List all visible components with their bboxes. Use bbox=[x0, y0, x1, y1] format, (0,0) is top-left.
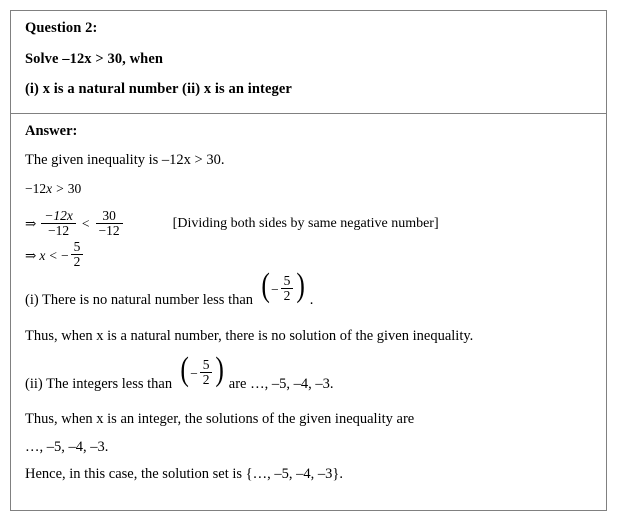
step1-variable: x bbox=[46, 180, 53, 196]
answer-label: Answer: bbox=[25, 123, 78, 139]
step2-right-denominator: −12 bbox=[98, 222, 120, 238]
question-statement: Solve –12x > 30, when bbox=[25, 50, 164, 67]
part-ii-fraction-sign: − bbox=[190, 365, 198, 381]
part-i-prefix: (i) There is no natural number less than bbox=[25, 292, 254, 309]
part-i-fraction-body bbox=[281, 274, 294, 303]
step2-right-numerator: 30 bbox=[96, 209, 123, 224]
part-ii-conclusion-line-1: Thus, when x is an integer, the solutions of the given inequality are bbox=[25, 411, 415, 428]
part-i-fraction-sign: − bbox=[271, 282, 279, 298]
part-i-numerator: 5 bbox=[281, 274, 294, 289]
part-ii-prefix: (ii) The integers less than bbox=[25, 376, 173, 393]
step1-rhs: 30 bbox=[67, 180, 82, 196]
math-step-3 bbox=[25, 238, 592, 270]
part-ii-denominator: 2 bbox=[202, 372, 210, 388]
worksheet-card bbox=[10, 10, 607, 511]
question-label: Question 2: bbox=[25, 20, 98, 36]
part-i-fraction: (− $\frac{5}{2}$ ) bbox=[261, 267, 306, 305]
step3-numerator: 5 bbox=[71, 240, 84, 255]
question-parts: (i) x is a natural number (ii) x is an integer bbox=[25, 81, 292, 97]
step2-implies-arrow: ⇒ bbox=[25, 216, 37, 232]
step2-left-fraction bbox=[41, 209, 76, 238]
step3-relation: < bbox=[49, 247, 57, 263]
spacer bbox=[25, 272, 592, 286]
part-ii-suffix: are …, –5, –4, –3. bbox=[228, 376, 334, 393]
step3-denominator: 2 bbox=[73, 254, 81, 270]
part-ii-fraction-body bbox=[200, 358, 213, 387]
part-i-denominator: 2 bbox=[283, 288, 291, 304]
part-ii-numerator: 5 bbox=[200, 358, 213, 373]
answer-intro: The given inequality is –12x > 30. bbox=[25, 152, 225, 168]
step2-left-denominator: −12 bbox=[48, 222, 70, 238]
step3-sign: − bbox=[60, 247, 69, 263]
step1-lhs-coefficient: −12 bbox=[25, 180, 47, 196]
step1-relation: > bbox=[56, 180, 64, 196]
step3-variable: x bbox=[39, 247, 46, 263]
part-ii-final-answer: Hence, in this case, the solution set is {…, –5, –4, –3}. bbox=[25, 466, 343, 483]
part-i-conclusion: Thus, when x is a natural number, there is no solution of the given inequality. bbox=[25, 327, 474, 344]
question-section bbox=[11, 11, 606, 113]
math-step-2 bbox=[25, 207, 592, 239]
part-ii-fraction: (− $\frac{5}{2}$ ) bbox=[180, 351, 225, 389]
part-ii-statement bbox=[25, 351, 592, 399]
spacer bbox=[25, 356, 592, 370]
step2-right-fraction bbox=[96, 209, 123, 238]
answer-section bbox=[11, 114, 606, 482]
part-i-suffix: . bbox=[309, 292, 314, 309]
step3-fraction bbox=[71, 240, 84, 269]
step2-left-numerator: −12x bbox=[41, 209, 76, 224]
part-ii-conclusion-line-2: …, –5, –4, –3. bbox=[25, 438, 109, 455]
math-step-1 bbox=[25, 181, 592, 197]
step2-annotation: [Dividing both sides by same negative number] bbox=[172, 216, 439, 232]
step2-relation: < bbox=[81, 216, 90, 232]
part-i-statement bbox=[25, 267, 592, 315]
step3-implies-arrow: ⇒ bbox=[25, 247, 37, 263]
